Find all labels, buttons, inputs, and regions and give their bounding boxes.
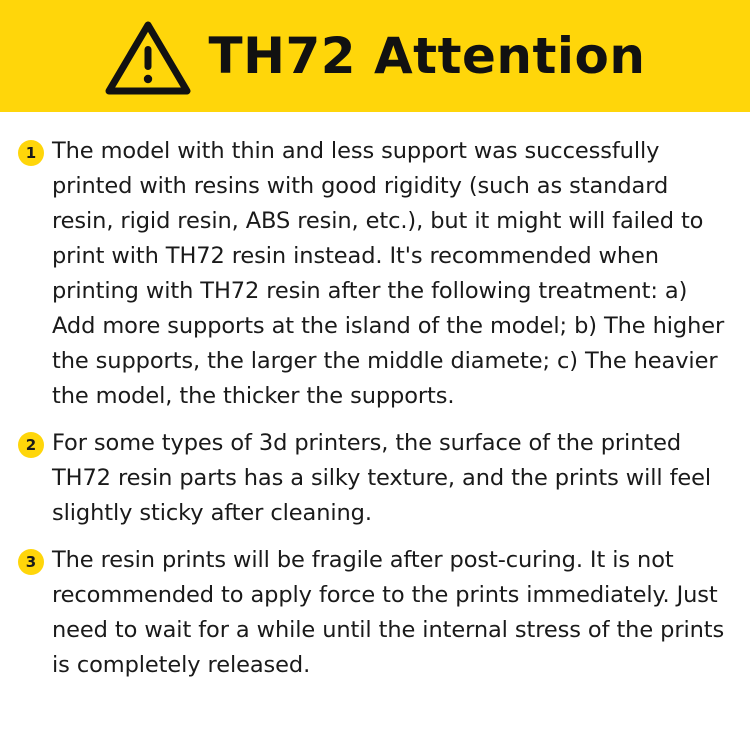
list-item-text: The model with thin and less support was successfully printed with resins with good rigidity (such as standard resin, rigid resin, ABS resin, etc.), but it might will failed to print with TH72 resin instead. It's recommended when printing with TH72 resin after the following treatment: a) Add more supports at the island of the model; b) The higher the supports, the larger the middle diamete; c) The heavier the model, the thicker the supports. bbox=[52, 138, 725, 409]
list-item bbox=[18, 134, 728, 414]
list-item bbox=[18, 426, 728, 531]
list-item-text: For some types of 3d printers, the surface of the printed TH72 resin parts has a silky texture, and the prints will feel slightly sticky after cleaning. bbox=[52, 430, 712, 526]
page-header bbox=[0, 0, 750, 112]
warning-triangle-icon bbox=[105, 21, 191, 95]
list-item-number: 2 bbox=[18, 432, 44, 458]
list-item-number: 3 bbox=[18, 549, 44, 575]
list-item-text: The resin prints will be fragile after post-curing. It is not recommended to apply force to the prints immediately. Just need to wait for a while until the internal stress of the prints is completely released. bbox=[52, 547, 725, 678]
list-item bbox=[18, 543, 728, 683]
notes-list bbox=[0, 112, 750, 683]
page-title: TH72 Attention bbox=[208, 27, 646, 85]
list-item-number: 1 bbox=[18, 140, 44, 166]
